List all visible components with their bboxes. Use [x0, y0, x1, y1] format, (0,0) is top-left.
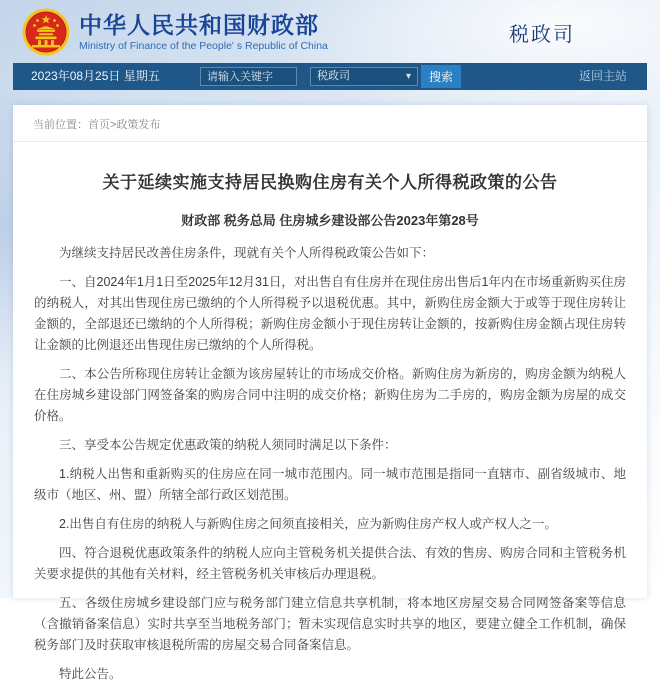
- article-paragraph: 2.出售自有住房的纳税人与新购住房之间须直接相关，应为新购住房产权人或产权人之一。: [59, 517, 557, 531]
- article-paragraph: 四、符合退税优惠政策条件的纳税人应向主管税务机关提供合法、有效的售房、购房合同和主管税务机关要求提供的其他有关材料，经主管税务机关审核后办理退税。: [34, 546, 626, 581]
- national-emblem-icon: [22, 8, 70, 56]
- article-body: [34, 243, 626, 685]
- department-name: 税政司: [509, 24, 575, 46]
- article: [13, 168, 647, 685]
- breadcrumb-separator: >: [110, 119, 117, 131]
- article-paragraph: 五、各级住房城乡建设部门应与税务部门建立信息共享机制，将本地区房屋交易合同网签备案等信息（含撤销备案信息）实时共享至当地税务部门；暂未实现信息实时共享的地区，要建立健全工作机制，确保税务部门及时获取审核退税所需的房屋交易合同备案信息。: [34, 596, 626, 652]
- breadcrumb: [13, 105, 647, 142]
- article-paragraph: 三、享受本公告规定优惠政策的纳税人须同时满足以下条件：: [59, 438, 397, 452]
- date-text: 2023年08月25日 星期五: [31, 69, 160, 83]
- search-input[interactable]: [200, 67, 297, 86]
- content-card: [13, 105, 647, 681]
- article-paragraph: 二、本公告所称现住房转让金额为该房屋转让的市场成交价格。新购住房为新房的，购房金额为纳税人在住房城乡建设部门网签备案的购房合同中注明的成交价格；新购住房为二手房的，购房金额为房屋的成交价格。: [34, 367, 626, 423]
- article-paragraph: 特此公告。: [59, 667, 122, 681]
- site-header: [0, 0, 660, 63]
- article-paragraph: 为继续支持居民改善住房条件，现就有关个人所得税政策公告如下：: [59, 246, 435, 260]
- article-title: 关于延续实施支持居民换购住房有关个人所得税政策的公告: [102, 173, 558, 192]
- document-number: 财政部 税务总局 住房城乡建设部公告2023年第28号: [181, 213, 479, 228]
- site-title: 中华人民共和国财政部: [79, 11, 319, 38]
- back-to-main-link[interactable]: 返回主站: [578, 69, 627, 83]
- article-paragraph: 一、自2024年1月1日至2025年12月31日，对出售自有住房并在现住房出售后1年内在市场重新购买住房的纳税人，对其出售现住房已缴纳的个人所得税予以退税优惠。其中，新购住房金额大于或等于现住房转让金额的，全部退还已缴纳的个人所得税；新购住房金额小于现住房转让金额的，按新购住房金额占现住房转让金额的比例退还出售现住房已缴纳的个人所得税。: [34, 275, 626, 352]
- article-paragraph: 1.纳税人出售和重新购买的住房应在同一城市范围内。同一城市范围是指同一直辖市、副省级城市、地级市（地区、州、盟）所辖全部行政区划范围。: [34, 467, 626, 502]
- search-scope-select[interactable]: [310, 67, 418, 86]
- navbar: [13, 63, 647, 90]
- search-scope-value: 税政司: [317, 70, 350, 82]
- breadcrumb-label: 当前位置：: [33, 119, 88, 131]
- chevron-down-icon: ▾: [405, 71, 411, 82]
- breadcrumb-home-link[interactable]: 首页: [88, 119, 110, 131]
- site-subtitle-en: Ministry of Finance of the People' s Republic of China: [79, 39, 328, 52]
- brand-block: [79, 12, 328, 52]
- search-button[interactable]: 搜索: [421, 65, 461, 88]
- breadcrumb-section-link[interactable]: 政策发布: [116, 119, 161, 131]
